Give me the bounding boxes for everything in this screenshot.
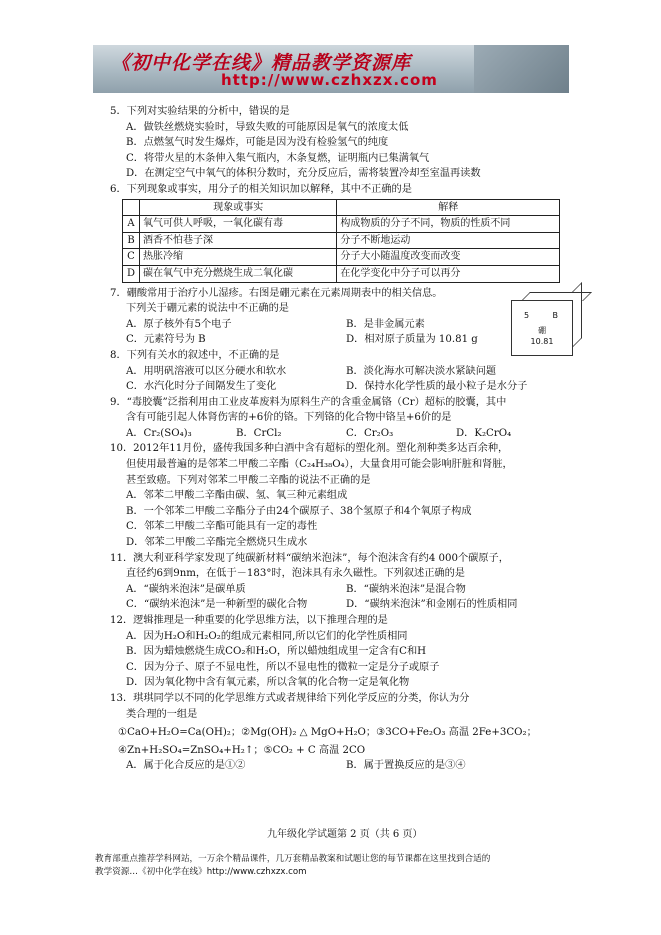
q10-stem-2: 但使用最普遍的是邻苯二甲酸二辛酯（C₂₄H₃₈O₄），大量食用可能会影响肝脏和肾脏，: [126, 459, 513, 471]
q12-option-b: B．因为蜡烛燃烧生成CO₂和H₂O，所以蜡烛组成里一定含有C和H: [126, 646, 427, 658]
q11-stem: 11．澳大利亚科学家发现了纯碳新材料“碳纳米泡沫”，每个泡沫含有约4 000个碳原子，: [110, 552, 509, 564]
table-row: C 热胀冷缩 分子大小随温度改变而改变: [123, 249, 560, 266]
q7-options-row2: [110, 332, 570, 348]
q9-stem: 9．“毒胶囊”泛指利用由工业皮革废料为原料生产的含重金属铬（Cr）超标的胶囊，其中: [110, 396, 507, 408]
q8-option-a: A．用明矾溶液可以区分硬水和软水: [126, 365, 287, 377]
q6-header-expl: 解释: [337, 199, 560, 216]
q8-option-d: D．保持水化学性质的最小粒子是水分子: [346, 381, 528, 393]
q8-options-row2: [110, 379, 570, 395]
q8-stem: 8．下列有关水的叙述中，不正确的是: [110, 349, 280, 361]
q8-options-row1: [110, 364, 570, 380]
q9-option-c: C．Cr₂O₃: [346, 427, 394, 439]
q10-option-a: A．邻苯二甲酸二辛酯由碳、氢、氧三种元素组成: [126, 490, 348, 502]
q5-option-d: D．在测定空气中氧气的体积分数时，充分反应后，需将装置冷却至室温再读数: [126, 168, 481, 180]
q12-stem: 12．逻辑推理是一种重要的化学思维方法，以下推理合理的是: [110, 615, 388, 626]
q7-stem: 7．硼酸常用于治疗小儿湿疹。右图是硼元素在元素周期表中的相关信息。: [110, 287, 443, 299]
header-banner: [93, 45, 569, 93]
q9-options: [110, 426, 570, 442]
site-notice-line-2[interactable]: 教学资源…《初中化学在线》http://www.czhxzx.com: [95, 867, 307, 877]
q5-stem: 5．下列对实验结果的分析中，错误的是: [110, 106, 290, 117]
q6-table: [122, 199, 560, 283]
site-notice: [95, 853, 575, 879]
q6-header-fact: 现象或事实: [140, 199, 337, 216]
q11-option-c: C．“碳纳米泡沫”是一种新型的碳化合物: [126, 599, 308, 611]
table-row: A 氧气可供人呼吸，一氧化碳有毒 构成物质的分子不同，物质的性质不同: [123, 216, 560, 233]
q7-option-c: C．元素符号为 B: [126, 334, 206, 346]
table-row: D 碳在氧气中充分燃烧生成二氧化碳 在化学变化中分子可以再分: [123, 265, 560, 282]
q12-option-a: A．因为H₂O和H₂O₂的组成元素相同,所以它们的化学性质相同: [126, 630, 408, 642]
card-side-face: [572, 282, 582, 348]
q7-stem-2: 下列关于硼元素的说法中不正确的是: [126, 303, 289, 315]
q11-option-d: D．“碳纳米泡沫”和金刚石的性质相同: [346, 599, 518, 611]
q10-stem: 10．2012年11月份，盛传我国多种白酒中含有超标的塑化剂。塑化剂种类多达百余种，: [110, 443, 509, 455]
q10-option-d: D．邻苯二甲酸二辛酯完全燃烧只生成水: [126, 537, 308, 549]
banner-decoration: [474, 45, 569, 93]
banner-url[interactable]: http://www.czhxzx.com: [221, 71, 438, 89]
q5-option-c: C．将带火星的木条伸入集气瓶内，木条复燃，证明瓶内已集满氧气: [126, 152, 430, 164]
q9-stem-2: 含有可能引起人体肾伤害的+6价的铬。下列铬的化合物中铬呈+6价的是: [126, 412, 452, 424]
q13-option-b: B．属于置换反应的是③④: [346, 760, 466, 772]
atomic-number: 5: [524, 311, 530, 320]
boron-element-card: [511, 300, 573, 356]
q6-stem: 6．下列现象或事实，用分子的相关知识加以解释，其中不正确的是: [110, 183, 412, 195]
q13-equations-2: ④Zn+H₂SO₄=ZnSO₄+H₂↑；⑤CO₂ + C 高温 2CO: [118, 744, 366, 756]
q9-option-b: B．CrCl₂: [236, 427, 282, 439]
element-symbol: B: [552, 311, 558, 320]
q11-options-row2: [110, 597, 570, 613]
q9-option-a: A．Cr₂(SO₄)₃: [126, 427, 192, 439]
q13-option-a: A．属于化合反应的是①②: [126, 760, 246, 772]
q7-option-a: A．原子核外有5个电子: [126, 318, 232, 330]
q12-option-c: C．因为分子、原子不显电性，所以不显电性的微粒一定是分子或原子: [126, 661, 440, 673]
table-row: B 酒香不怕巷子深 分子不断地运动: [123, 232, 560, 249]
q7-option-b: B．是非金属元素: [346, 318, 425, 330]
exam-content: [110, 104, 570, 774]
q10-option-b: B．一个邻苯二甲酸二辛酯分子由24个碳原子、38个氢原子和4个氧原子构成: [126, 505, 472, 517]
q13-stem-2: 类合理的一组是: [126, 708, 198, 720]
element-name: 硼: [538, 326, 546, 335]
q11-stem-2: 直径约6到9nm，在低于－183°时，泡沫具有永久磁性。下列叙述正确的是: [126, 568, 465, 580]
q13-stem: 13．琪琪同学以不同的化学思维方式或者规律给下列化学反应的分类，你认为分: [110, 692, 470, 704]
q5-option-b: B．点燃氢气时发生爆炸，可能是因为没有检验氢气的纯度: [126, 137, 389, 149]
q11-option-a: A．“碳纳米泡沫”是碳单质: [126, 583, 246, 595]
q10-option-c: C．邻苯二甲酸二辛酯可能具有一定的毒性: [126, 521, 318, 533]
q11-option-b: B．“碳纳米泡沫”是混合物: [346, 583, 466, 595]
q12-option-d: D．因为氧化物中含有氧元素，所以含氧的化合物一定是氧化物: [126, 677, 410, 689]
atomic-mass: 10.81: [530, 337, 554, 346]
q10-stem-3: 甚至致癌。下列对邻苯二甲酸二辛酯的说法不正确的是: [126, 474, 371, 486]
q5-option-a: A．做铁丝燃烧实验时，导致失败的可能原因是氧气的浓度太低: [126, 121, 409, 133]
q13-equations-1: ①CaO+H₂O=Ca(OH)₂；②Mg(OH)₂ △ MgO+H₂O；③3CO+Fe₂O₃ 高温 2Fe+3CO₂；: [118, 727, 537, 739]
q9-option-d: D．K₂CrO₄: [456, 427, 512, 439]
q8-option-b: B．淡化海水可解决淡水紧缺问题: [346, 365, 497, 377]
q7-option-d: D．相对原子质量为 10.81 g: [346, 334, 478, 346]
page-footer: 九年级化学试题第 2 页（共 6 页）: [267, 829, 423, 840]
site-notice-line-1: 教育部重点推荐学科网站，一万余个精品课件，几万套精品教案和试题让您的每节课都在这里找到合适的: [95, 854, 491, 864]
q13-options: [110, 758, 570, 774]
q8-option-c: C．水汽化时分子间隔发生了变化: [126, 381, 277, 393]
q7-options-row1: [110, 317, 570, 333]
q11-options-row1: [110, 582, 570, 598]
banner-title: 《初中化学在线》精品教学资源库: [111, 52, 412, 74]
